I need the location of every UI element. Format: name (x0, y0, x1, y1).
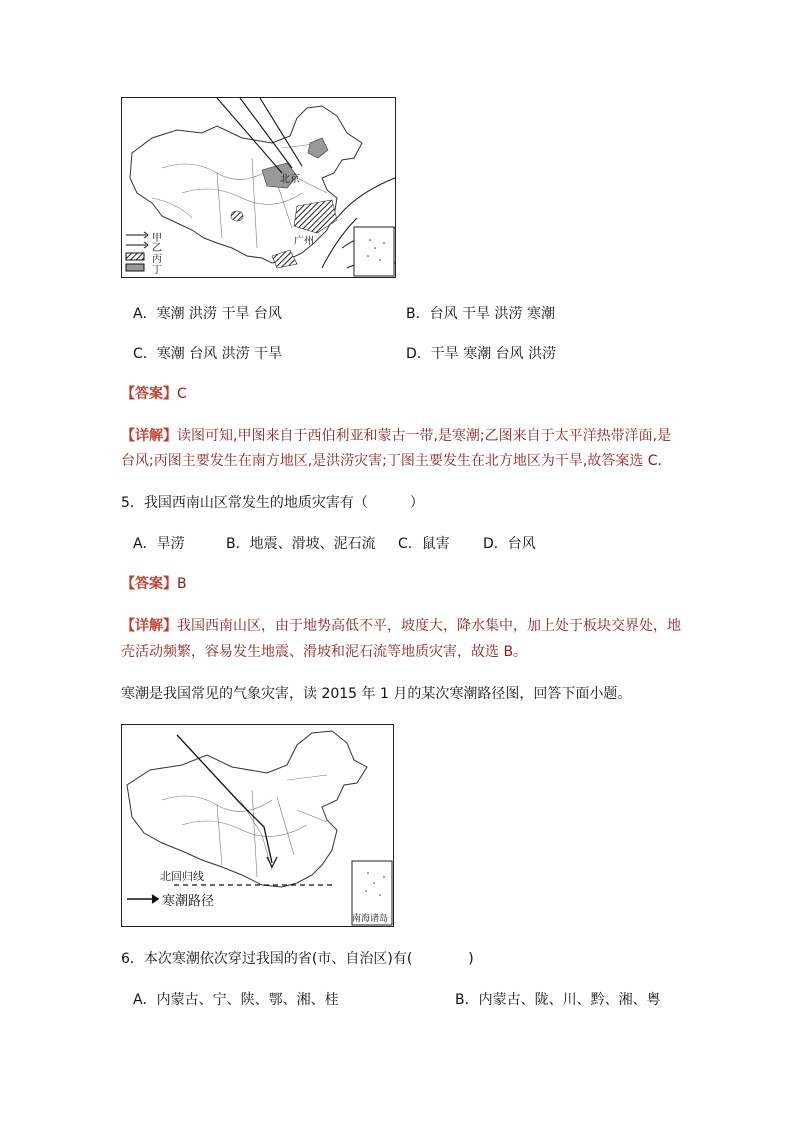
answer-value: C (177, 386, 187, 402)
q4-option-c: C．寒潮 台风 洪涝 干旱 (133, 346, 283, 362)
q5-detail-line2: 壳活动频繁，容易发生地震、滑坡和泥石流等地质灾害，故选 B。 (121, 644, 528, 660)
answer-value: B (177, 576, 187, 592)
city-label-guangzhou: 广州 (294, 236, 314, 247)
q4-option-a: A．寒潮 洪涝 干旱 台风 (133, 306, 282, 322)
answer-tag: 【答案】 (121, 576, 177, 592)
detail-text: 读图可知,甲图来自于西伯利亚和蒙古一带,是寒潮;乙图来自于太平洋热带洋面,是 (177, 428, 672, 444)
flood-region-3 (231, 211, 243, 221)
legend-jia: 甲 (152, 233, 162, 244)
q4-detail-line2: 台风;丙图主要发生在南方地区,是洪涝灾害;丁图主要发生在北方地区为干旱,故答案选 C. (121, 453, 663, 469)
route-label: 寒潮路径 (162, 894, 215, 909)
q5-question: 5．我国西南山区常发生的地质灾害有（ ） (121, 495, 424, 511)
q5-option-c: C．鼠害 (398, 536, 450, 552)
q4-detail-line1 (121, 427, 671, 445)
q6-option-b: B．内蒙古、陇、川、黔、湘、粤 (455, 992, 661, 1008)
inset-label: 南海诸岛 (352, 914, 389, 924)
china-outline (127, 731, 367, 887)
disaster-map-svg (122, 98, 395, 277)
q5-option-d: D．台风 (483, 536, 536, 552)
legend-bing: 丙 (152, 254, 162, 265)
q4-option-d: D．干旱 寒潮 台风 洪涝 (406, 346, 557, 362)
detail-tag: 【详解】 (121, 618, 177, 634)
q6-question: 6．本次寒潮依次穿过我国的省(市、自治区)有( ) (121, 951, 474, 967)
south-sea-inset (354, 227, 394, 276)
detail-text: 我国西南山区，由于地势高低不平，坡度大，降水集中，加上处于板块交界处，地 (177, 618, 681, 634)
route-legend-arrow (127, 895, 158, 903)
cold-wave-map-figure (121, 724, 394, 927)
legend-yi: 乙 (152, 243, 162, 254)
detail-tag: 【详解】 (121, 428, 177, 444)
q5-answer (121, 575, 187, 593)
q5-option-b: B．地震、滑坡、泥石流 (226, 536, 376, 552)
legend-ding: 丁 (152, 265, 162, 276)
q5-detail-line1 (121, 617, 681, 635)
answer-tag: 【答案】 (121, 386, 177, 402)
intro-text: 寒潮是我国常见的气象灾害，读 2015 年 1 月的某次寒潮路径图，回答下面小题。 (121, 686, 632, 702)
q6-option-a: A．内蒙古、宁、陕、鄂、湘、桂 (133, 992, 339, 1008)
tropic-label: 北回归线 (160, 870, 204, 883)
map-legend (126, 232, 148, 271)
q5-option-a: A．旱涝 (133, 536, 185, 552)
q4-answer (121, 385, 187, 403)
china-outline (130, 106, 362, 263)
city-label-beijing: 北京 (280, 174, 300, 185)
q4-option-b: B．台风 干旱 洪涝 寒潮 (406, 306, 555, 322)
disaster-map-figure (121, 97, 396, 278)
